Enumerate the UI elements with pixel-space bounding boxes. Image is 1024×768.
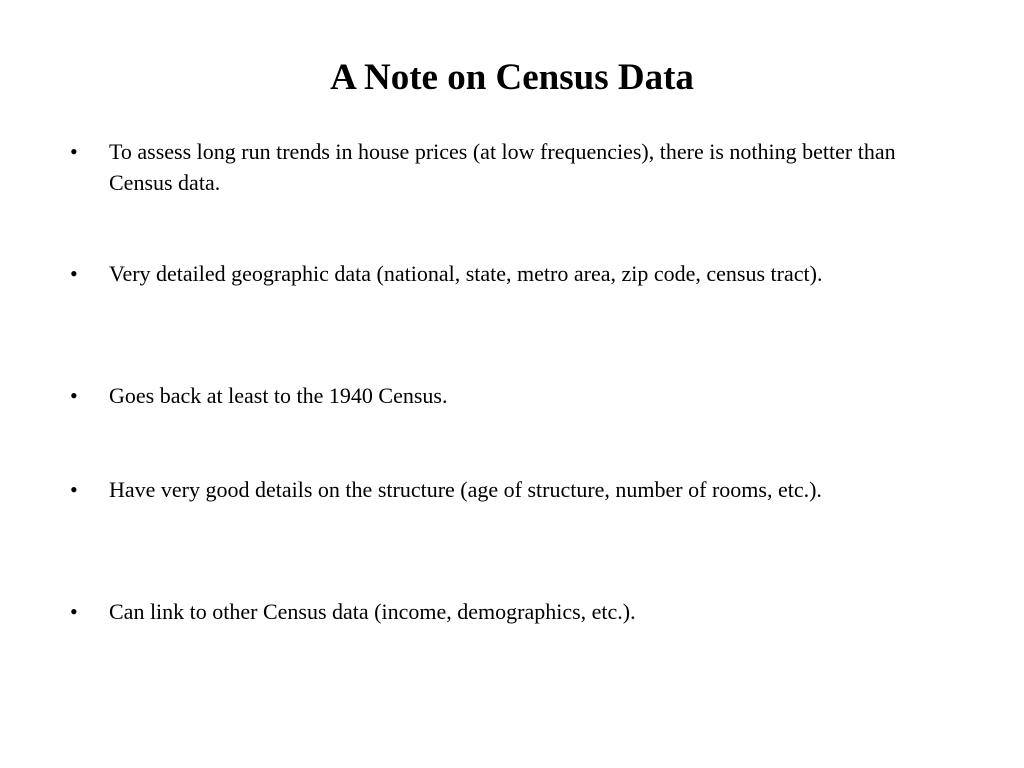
bullet-marker-icon: • xyxy=(70,477,78,502)
bullet-item-link-census-data xyxy=(70,596,930,627)
bullet-text: Very detailed geographic data (national, state, metro area, zip code, census tract). xyxy=(109,261,823,286)
bullet-item-geographic-data xyxy=(70,258,930,289)
bullet-text: Can link to other Census data (income, demographics, etc.). xyxy=(109,599,636,624)
bullet-text: To assess long run trends in house prices (at low frequencies), there is nothing better than Census data. xyxy=(109,139,896,195)
bullet-marker-icon: • xyxy=(70,139,78,164)
bullet-marker-icon: • xyxy=(70,261,78,286)
slide-title: A Note on Census Data xyxy=(330,57,694,98)
bullet-text: Have very good details on the structure (age of structure, number of rooms, etc.). xyxy=(109,477,822,502)
bullet-text: Goes back at least to the 1940 Census. xyxy=(109,383,448,408)
bullet-marker-icon: • xyxy=(70,383,78,408)
bullet-item-structure-details xyxy=(70,474,930,505)
bullet-marker-icon: • xyxy=(70,599,78,624)
bullet-item-1940-census xyxy=(70,380,930,411)
bullet-item-long-run-trends xyxy=(70,136,930,198)
